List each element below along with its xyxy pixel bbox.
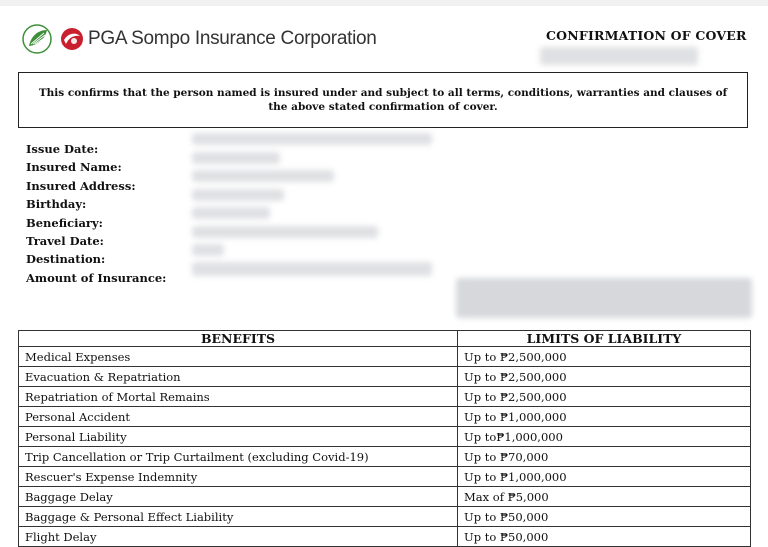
redacted-destination	[192, 244, 224, 256]
table-row	[19, 427, 751, 447]
table-row	[19, 467, 751, 487]
table-header-row	[19, 331, 751, 347]
redacted-travel-date	[192, 226, 378, 238]
redacted-stamp	[456, 278, 752, 318]
field-label-insured-address: Insured Address:	[26, 178, 136, 193]
benefit-cell: Baggage Delay	[19, 487, 458, 507]
benefit-cell: Evacuation & Repatriation	[19, 367, 458, 387]
redacted-birthday	[192, 189, 284, 201]
benefits-table	[18, 330, 751, 547]
limit-cell: Max of ₱5,000	[458, 487, 751, 507]
header-benefits: BENEFITS	[19, 331, 458, 347]
benefit-cell: Rescuer's Expense Indemnity	[19, 467, 458, 487]
limit-cell: Up to ₱1,000,000	[458, 467, 751, 487]
field-label-birthday: Birthday:	[26, 197, 87, 212]
field-label-amount: Amount of Insurance:	[26, 270, 167, 285]
document-title: CONFIRMATION OF COVER	[546, 28, 747, 43]
limit-cell: Up to ₱1,000,000	[458, 407, 751, 427]
redacted-issue-date	[192, 133, 432, 145]
company-logo	[22, 24, 377, 54]
table-row	[19, 507, 751, 527]
benefit-cell: Trip Cancellation or Trip Curtailment (excluding Covid-19)	[19, 447, 458, 467]
limit-cell: Up to₱1,000,000	[458, 427, 751, 447]
field-label-insured-name: Insured Name:	[26, 160, 122, 175]
limit-cell: Up to ₱2,500,000	[458, 367, 751, 387]
limit-cell: Up to ₱50,000	[458, 527, 751, 547]
field-label-beneficiary: Beneficiary:	[26, 215, 103, 230]
benefit-cell: Personal Accident	[19, 407, 458, 427]
redacted-insured-address	[192, 170, 334, 182]
table-row	[19, 347, 751, 367]
limit-cell: Up to ₱70,000	[458, 447, 751, 467]
green-leaf-logo-icon	[22, 24, 52, 54]
benefit-cell: Flight Delay	[19, 527, 458, 547]
red-globe-logo-icon	[60, 27, 84, 51]
table-row	[19, 407, 751, 427]
table-row	[19, 527, 751, 547]
table-row	[19, 387, 751, 407]
company-name: PGA Sompo Insurance Corporation	[88, 28, 377, 49]
field-label-travel-date: Travel Date:	[26, 233, 104, 248]
header-limits: LIMITS OF LIABILITY	[458, 331, 751, 347]
coverage-notice: This confirms that the person named is insured under and subject to all terms, conditions, warranties and clauses of the above stated confirmation of cover.	[18, 72, 748, 128]
benefit-cell: Repatriation of Mortal Remains	[19, 387, 458, 407]
redacted-beneficiary	[192, 207, 270, 219]
benefit-cell: Personal Liability	[19, 427, 458, 447]
redacted-amount	[192, 262, 432, 276]
field-label-issue-date: Issue Date:	[26, 142, 99, 156]
insured-details	[26, 140, 166, 287]
limit-cell: Up to ₱2,500,000	[458, 347, 751, 367]
limit-cell: Up to ₱50,000	[458, 507, 751, 527]
benefit-cell: Medical Expenses	[19, 347, 458, 367]
table-row	[19, 367, 751, 387]
table-row	[19, 447, 751, 467]
limit-cell: Up to ₱2,500,000	[458, 387, 751, 407]
benefit-cell: Baggage & Personal Effect Liability	[19, 507, 458, 527]
redacted-policy-number	[540, 47, 698, 65]
redacted-insured-name	[192, 152, 280, 164]
field-label-destination: Destination:	[26, 252, 106, 267]
top-strip	[0, 0, 768, 6]
table-row	[19, 487, 751, 507]
